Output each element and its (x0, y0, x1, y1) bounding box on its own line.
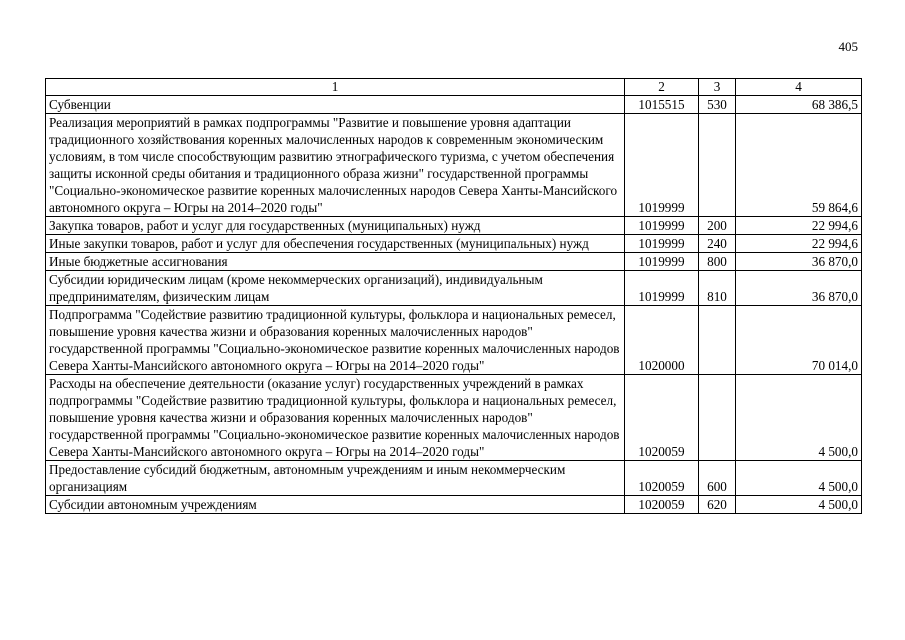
table-row (46, 114, 862, 217)
row-name-cell: Субсидии автономным учреждениям (46, 496, 625, 514)
row-amount-cell: 70 014,0 (736, 306, 862, 375)
row-amount-cell: 22 994,6 (736, 217, 862, 235)
row-type-cell: 200 (699, 217, 736, 235)
row-amount-cell: 36 870,0 (736, 271, 862, 306)
row-code-cell: 1019999 (625, 253, 699, 271)
row-amount-cell: 4 500,0 (736, 375, 862, 461)
row-type-cell: 530 (699, 96, 736, 114)
row-name-cell: Реализация мероприятий в рамках подпрограммы "Развитие и повышение уровня адаптации традиционного хозяйствования коренных малочисленных народов к современным экономическим условиям, в том числе способствующим развитию этнографического туризма, с учетом обеспечения защиты исконной среды обитания и традиционного образа жизни" государственной программы "Социально-экономическое развитие коренных малочисленных народов Севера Ханты-Мансийского автономного округа – Югры на 2014–2020 годы" (46, 114, 625, 217)
row-code-cell: 1019999 (625, 271, 699, 306)
table-row (46, 253, 862, 271)
table-row (46, 271, 862, 306)
row-code-cell: 1019999 (625, 235, 699, 253)
table-row (46, 496, 862, 514)
row-amount-cell: 59 864,6 (736, 114, 862, 217)
row-name-cell: Подпрограмма "Содействие развитию традиционной культуры, фольклора и национальных ремесел, повышение уровня качества жизни и образования коренных малочисленных народов" государственной программы "Социально-экономическое развитие коренных малочисленных народов Севера Ханты-Мансийского автономного округа – Югры на 2014–2020 годы" (46, 306, 625, 375)
column-header-3: 3 (699, 79, 736, 96)
row-type-cell: 240 (699, 235, 736, 253)
row-type-cell: 800 (699, 253, 736, 271)
table-row (46, 306, 862, 375)
row-name-cell: Расходы на обеспечение деятельности (оказание услуг) государственных учреждений в рамках подпрограммы "Содействие развитию традиционной культуры, фольклора и национальных ремесел, повышение уровня качества жизни и образования коренных малочисленных народов" государственной программы "Социально-экономическое развитие коренных малочисленных народов Севера Ханты-Мансийского автономного округа – Югры на 2014–2020 годы" (46, 375, 625, 461)
budget-table-body (46, 79, 862, 514)
row-code-cell: 1020059 (625, 496, 699, 514)
row-code-cell: 1020059 (625, 375, 699, 461)
row-code-cell: 1019999 (625, 114, 699, 217)
row-type-cell (699, 306, 736, 375)
row-amount-cell: 4 500,0 (736, 496, 862, 514)
row-amount-cell: 68 386,5 (736, 96, 862, 114)
row-type-cell: 810 (699, 271, 736, 306)
row-name-cell: Предоставление субсидий бюджетным, автономным учреждениям и иным некоммерческим организациям (46, 461, 625, 496)
row-type-cell (699, 114, 736, 217)
row-name-cell: Субсидии юридическим лицам (кроме некоммерческих организаций), индивидуальным предпринимателям, физическим лицам (46, 271, 625, 306)
table-row (46, 461, 862, 496)
row-type-cell (699, 375, 736, 461)
row-code-cell: 1019999 (625, 217, 699, 235)
row-type-cell: 620 (699, 496, 736, 514)
row-name-cell: Иные бюджетные ассигнования (46, 253, 625, 271)
row-amount-cell: 36 870,0 (736, 253, 862, 271)
row-name-cell: Иные закупки товаров, работ и услуг для обеспечения государственных (муниципальных) нужд (46, 235, 625, 253)
table-row (46, 375, 862, 461)
row-code-cell: 1015515 (625, 96, 699, 114)
row-code-cell: 1020000 (625, 306, 699, 375)
column-header-2: 2 (625, 79, 699, 96)
column-header-1: 1 (46, 79, 625, 96)
row-name-cell: Закупка товаров, работ и услуг для государственных (муниципальных) нужд (46, 217, 625, 235)
budget-table (45, 78, 862, 514)
row-amount-cell: 4 500,0 (736, 461, 862, 496)
table-row (46, 96, 862, 114)
table-row (46, 235, 862, 253)
row-name-cell: Субвенции (46, 96, 625, 114)
table-row (46, 217, 862, 235)
row-code-cell: 1020059 (625, 461, 699, 496)
table-header-row (46, 79, 862, 96)
page-number: 405 (838, 39, 858, 54)
row-amount-cell: 22 994,6 (736, 235, 862, 253)
row-type-cell: 600 (699, 461, 736, 496)
column-header-4: 4 (736, 79, 862, 96)
